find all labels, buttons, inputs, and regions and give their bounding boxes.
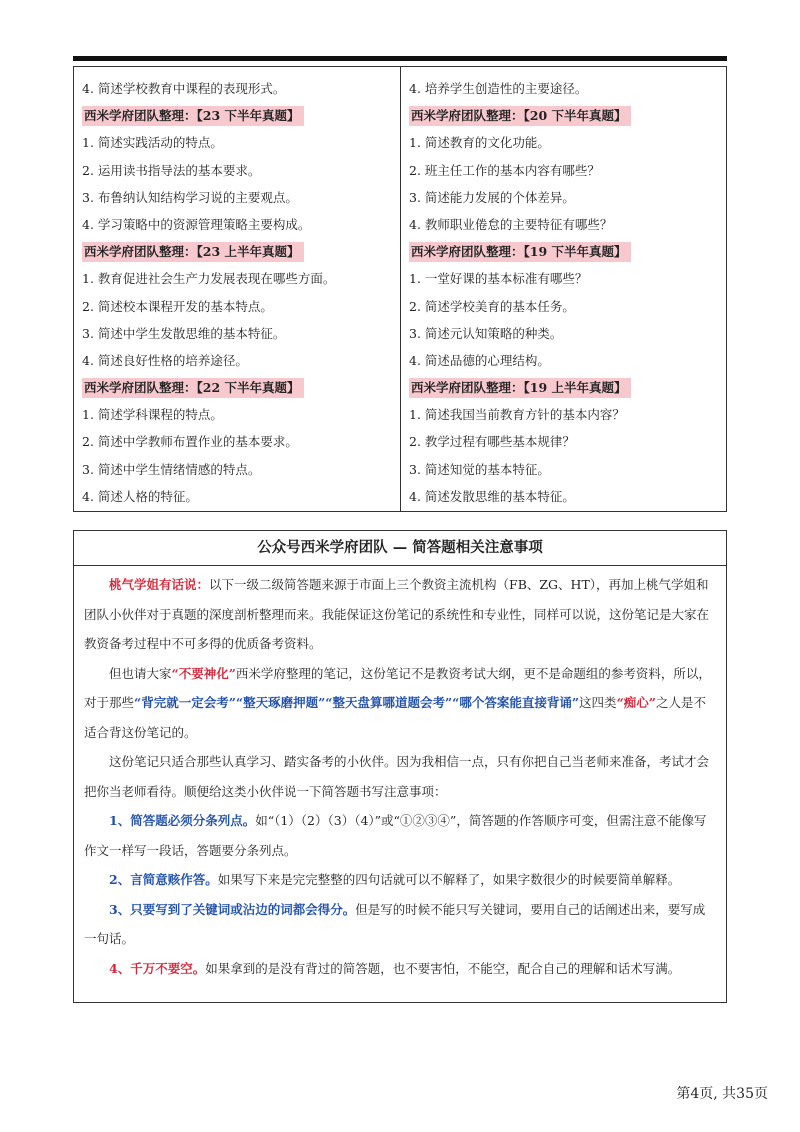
- tip-paragraph: [84, 806, 716, 865]
- tip-text: 如“（1）（2）（3）（4）”或“①②③④”，简答题的作答顺序可变，但需注意不能像写作文一样写一段话，答题要分条列点。: [84, 813, 707, 858]
- question-item: 3. 简述中学生发散思维的基本特征。: [82, 325, 286, 341]
- question-item: 4. 简述学校教育中课程的表现形式。: [82, 81, 286, 96]
- tip-text: 但是写的时候不能只写关键词，要用自己的话阐述出来，要写成一句话。: [84, 901, 706, 946]
- section-header-label: 西米学府团队整理：【19 下半年真题】: [409, 242, 631, 262]
- questions-table: [73, 66, 727, 512]
- intro-text: 以下一级二级简答题来源于市面上三个教资主流机构（FB、ZG、HT），再加上桃气学姐和团队小伙伴对于真题的深度剖析整理而来。我能保证这份笔记的系统性和专业性，同样可以说，这份笔记是大家在教资备考过程中不可多得的优质备考资料。: [84, 577, 710, 651]
- section-header-label: 西米学府团队整理：【20 下半年真题】: [409, 106, 631, 126]
- intro-lead: 桃气学姐有话说：: [109, 577, 210, 592]
- section-header: [409, 238, 726, 265]
- intro-paragraph: [84, 570, 716, 659]
- question-item: 1. 简述实践活动的特点。: [82, 135, 223, 151]
- section-header: [409, 102, 726, 129]
- caution-highlight-1: “不要神化”: [171, 665, 236, 681]
- right-column: [400, 67, 726, 511]
- section-header: [82, 374, 400, 401]
- caution-text-3: 这四类: [579, 695, 617, 710]
- section-header: [82, 238, 400, 265]
- tip-lead: 4、千万不要空。: [109, 960, 206, 976]
- question-item: 4. 简述发散思维的基本特征。: [409, 488, 575, 504]
- top-rule: [73, 56, 727, 61]
- question-item: 3. 简述中学生情绪情感的特点。: [82, 461, 261, 477]
- tip-lead: 1、简答题必须分条列点。: [109, 813, 256, 828]
- section-header-label: 西米学府团队整理：【19 上半年真题】: [409, 378, 631, 398]
- question-item: 3. 简述知觉的基本特征。: [409, 461, 550, 477]
- caution-text-2: 西米学府整理的笔记，这份笔记不是教资考试大纲，更不是命题组的参考资料，所以，对于那些: [84, 665, 711, 710]
- tip-lead: 2、言简意赅作答。: [109, 872, 218, 887]
- question-item: 4. 学习策略中的资源管理策略主要构成。: [82, 216, 311, 232]
- question-item: 3. 布鲁纳认知结构学习说的主要观点。: [82, 189, 298, 205]
- caution-highlight-2: “背完就一定会考”“整天琢磨押题”“整天盘算哪道题会考”“哪个答案能直接背诵”: [134, 695, 580, 710]
- question-item: 1. 一堂好课的基本标准有哪些？: [409, 271, 588, 287]
- question-item: 4. 教师职业倦怠的主要特征有哪些？: [409, 216, 613, 232]
- caution-text-1: 但也请大家: [109, 665, 172, 681]
- section-header: [409, 374, 726, 401]
- question-item: 2. 简述中学教师布置作业的基本要求。: [82, 434, 298, 450]
- left-column: [74, 67, 400, 511]
- tip-text: 如果写下来是完完整整的四句话就可以不解释了，如果字数很少的时候要简单解释。: [217, 872, 681, 887]
- question-item: 1. 简述我国当前教育方针的基本内容？: [409, 407, 625, 423]
- notes-title: 公众号西米学府团队 — 简答题相关注意事项: [74, 531, 726, 566]
- question-item: 1. 教育促进社会生产力发展表现在哪些方面。: [82, 271, 336, 287]
- question-item: 1. 简述教育的文化功能。: [409, 135, 550, 151]
- question-item: 2. 简述学校美育的基本任务。: [409, 298, 575, 314]
- section-header-label: 西米学府团队整理：【23 上半年真题】: [82, 242, 304, 262]
- question-item: 4. 培养学生创造性的主要途径。: [409, 81, 588, 96]
- caution-highlight-3: “痴心”: [616, 695, 656, 710]
- question-item: 2. 班主任工作的基本内容有哪些？: [409, 162, 600, 178]
- question-item: 4. 简述人格的特征。: [82, 488, 198, 504]
- notes-body: [74, 566, 726, 983]
- notes-box: [73, 530, 727, 1003]
- page-number: 第4页, 共35页: [676, 1086, 768, 1102]
- audience-paragraph: 这份笔记只适合那些认真学习、踏实备考的小伙伴。因为我相信一点，只有你把自己当老师来准备，考试才会把你当老师看待。顺便给这类小伙伴说一下简答题书写注意事项：: [84, 754, 710, 799]
- question-item: 2. 教学过程有哪些基本规律？: [409, 434, 575, 450]
- question-item: 1. 简述学科课程的特点。: [82, 407, 223, 423]
- tip-paragraph: [84, 954, 716, 984]
- question-item: 4. 简述品德的心理结构。: [409, 352, 550, 368]
- question-item: 2. 运用读书指导法的基本要求。: [82, 162, 261, 178]
- section-header-label: 西米学府团队整理：【23 下半年真题】: [82, 106, 304, 126]
- question-item: 3. 简述能力发展的个体差异。: [409, 189, 575, 205]
- tip-text: 如果拿到的是没有背过的简答题，也不要害怕，不能空，配合自己的理解和话术写满。: [205, 960, 681, 976]
- question-item: 3. 简述元认知策略的种类。: [409, 325, 563, 341]
- caution-text-4: 之人是不适合背这份笔记的。: [84, 695, 706, 740]
- caution-paragraph: [84, 659, 716, 748]
- section-header-label: 西米学府团队整理：【22 下半年真题】: [82, 378, 304, 398]
- section-header: [82, 102, 400, 129]
- question-item: 2. 简述校本课程开发的基本特点。: [82, 298, 273, 314]
- question-item: 4. 简述良好性格的培养途径。: [82, 352, 248, 368]
- tip-lead: 3、只要写到了关键词或沾边的词都会得分。: [109, 901, 356, 917]
- tip-paragraph: [84, 865, 716, 895]
- tip-paragraph: [84, 895, 716, 954]
